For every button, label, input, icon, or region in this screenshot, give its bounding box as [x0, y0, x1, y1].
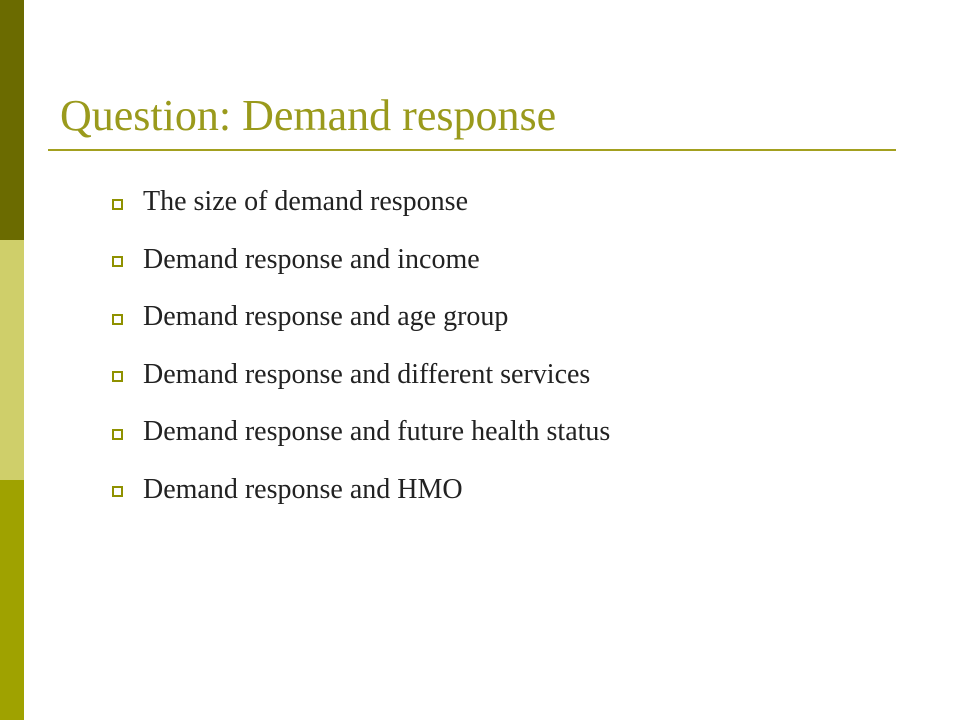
bullet-item	[112, 289, 610, 345]
hollow-square-bullet-icon	[112, 486, 123, 497]
hollow-square-bullet-icon	[112, 371, 123, 382]
title-underline-rule	[48, 149, 896, 151]
sidebar-stripe-top	[0, 0, 24, 240]
bullet-text: Demand response and different services	[143, 358, 591, 390]
bullet-item	[112, 462, 610, 518]
bullet-text: The size of demand response	[143, 186, 468, 217]
sidebar-stripe-bottom	[0, 480, 24, 720]
bullet-text: Demand response and age group	[143, 301, 509, 333]
slide-title: Question: Demand response	[60, 91, 557, 140]
hollow-square-bullet-icon	[112, 256, 123, 267]
bullet-item	[112, 347, 610, 403]
sidebar-stripe-middle	[0, 240, 24, 480]
hollow-square-bullet-icon	[112, 199, 123, 210]
bullet-item	[112, 404, 610, 460]
bullet-item	[112, 232, 610, 288]
bullet-text: Demand response and HMO	[143, 473, 463, 505]
hollow-square-bullet-icon	[112, 314, 123, 325]
bullet-text: Demand response and income	[143, 243, 480, 275]
bullet-list	[112, 174, 610, 520]
bullet-item	[112, 174, 610, 230]
hollow-square-bullet-icon	[112, 429, 123, 440]
bullet-text: Demand response and future health status	[143, 416, 611, 448]
